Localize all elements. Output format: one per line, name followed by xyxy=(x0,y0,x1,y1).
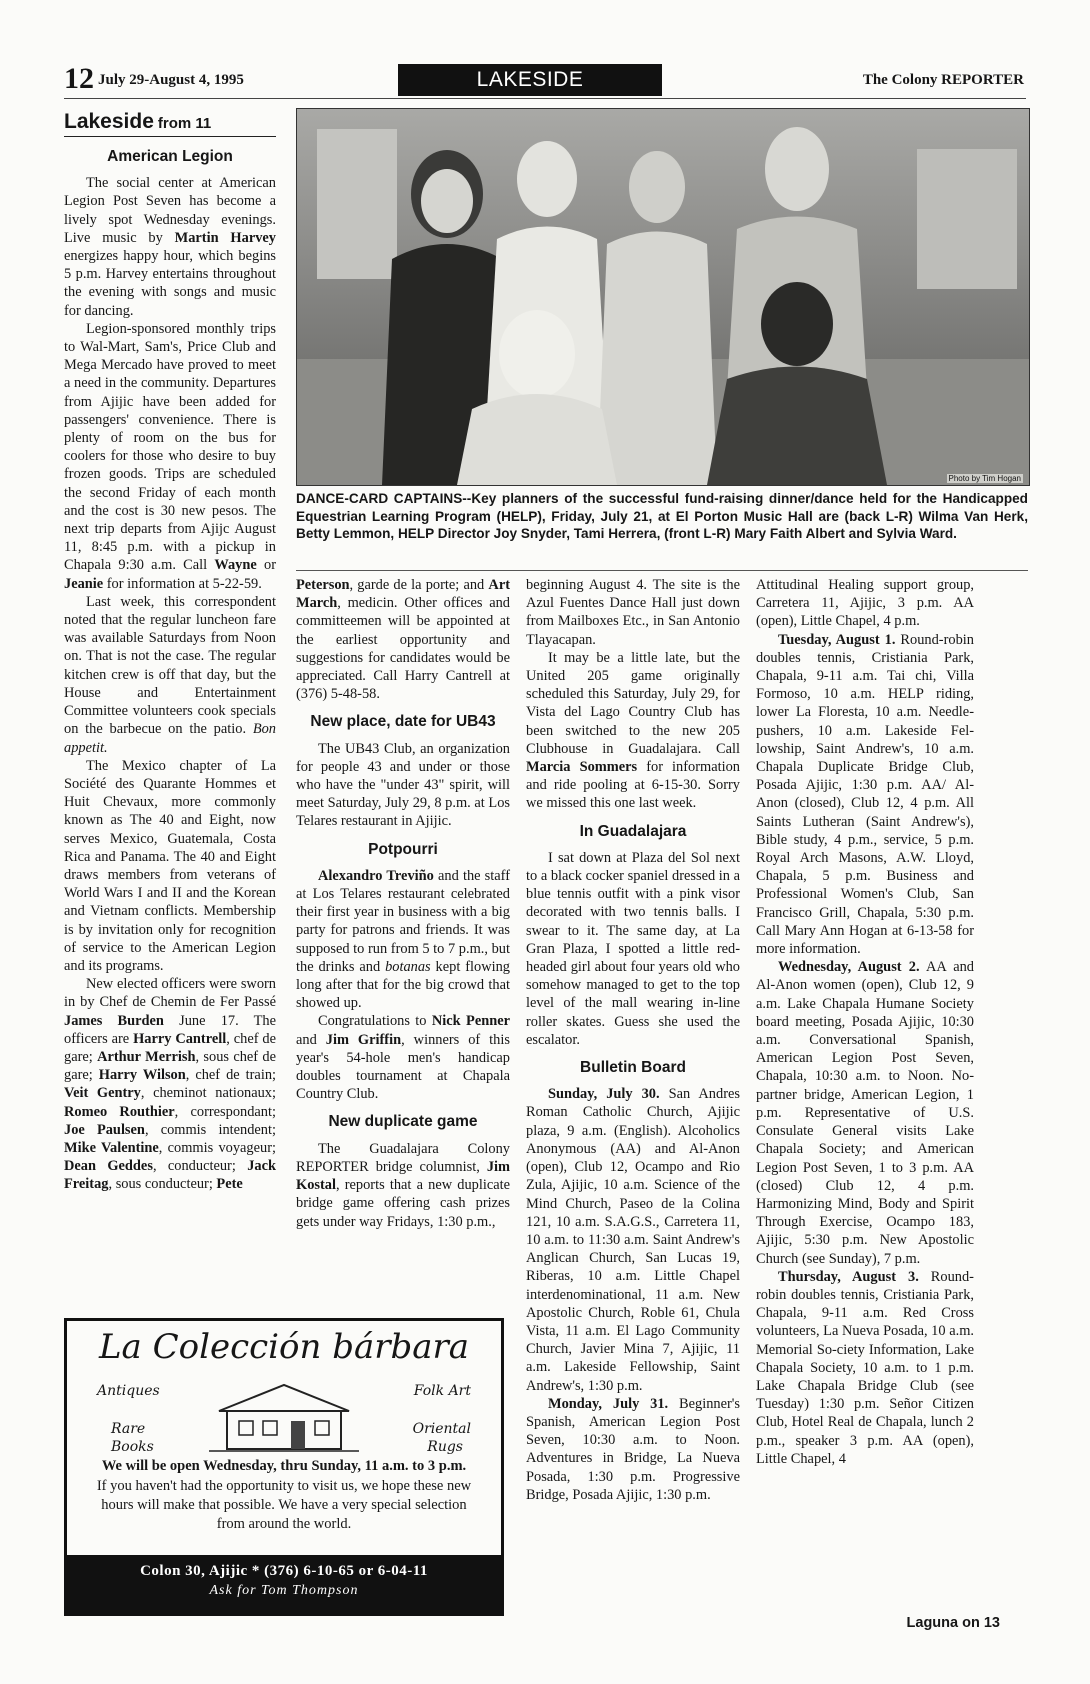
photo-credit: Photo by Tim Hogan xyxy=(948,474,1021,483)
paragraph xyxy=(296,1012,510,1103)
name: Wayne xyxy=(214,557,257,574)
heading-potpourri: Potpourri xyxy=(368,840,438,858)
name: Joe Paulsen xyxy=(64,1121,145,1138)
paragraph xyxy=(526,1085,740,1394)
name: Harry Cantrell xyxy=(133,1030,227,1047)
date: Tuesday, August 1. xyxy=(778,631,896,648)
kicker xyxy=(64,110,276,137)
text: , chef de train; xyxy=(185,1067,277,1084)
heading-guadalajara: In Guadalajara xyxy=(579,822,687,840)
paper-name: The Colony REPORTER xyxy=(862,72,1024,88)
ad-title: La Colección bárbara xyxy=(98,1327,470,1367)
caption-rule xyxy=(296,570,1028,571)
ad-address: Colon 30, Ajijic * (376) 6-10-65 or 6-04-11 xyxy=(140,1563,428,1579)
name: Jeanie xyxy=(64,575,104,592)
name: Pete xyxy=(216,1176,243,1193)
jump-line: Laguna on 13 xyxy=(906,1615,1000,1631)
kicker-main: Lakeside xyxy=(64,110,154,133)
text: AA and Al-Anon women (open), Club 12, 9 a.m. Lake Chapala Humane Society board meeting, Posada Ajijic, 10:30 a.m. Conversational Spanish, American Legion Post Seven, Chapala, 10:30 a.m. to Noon. No-partner bridge, American Legion, 1 p.m. Representative of U.S. Consulate General visits Lake Chapala Society; and American Legion Post Seven, 1 to 3 p.m. AA (closed) Club 12, 4 p.m. Harmonizing Mind, Body and Spirit Through Exercise, Ocampo 183, Ajijic, 5:30 p.m. New Apostolic Church (see Sunday), 7 p.m. xyxy=(756,959,974,1267)
text: , sous conducteur; xyxy=(108,1176,217,1193)
paragraph xyxy=(296,867,510,1013)
paragraph xyxy=(756,958,974,1267)
news-photo xyxy=(296,108,1030,486)
text: Beginner's Spanish, American Legion Post Seven, 10:30 a.m. to Noon. Adventures in Bridge, La Nueva Posada, 1:30 p.m. Progressive Bridge, Posada Ajijic, 1:30 p.m. xyxy=(526,1395,740,1503)
photo-illustration xyxy=(297,109,1029,485)
text: Congratulations to xyxy=(318,1013,432,1030)
ad-left-label: Antiques xyxy=(97,1383,160,1399)
date: Monday, July 31. xyxy=(548,1395,669,1412)
name: Art March xyxy=(296,577,510,612)
text: June 17. The officers are xyxy=(64,1012,276,1047)
text: The Guadalajara Colony REPORTER bridge columnist, xyxy=(296,1140,510,1175)
kicker-sub: from 11 xyxy=(157,115,212,132)
paragraph xyxy=(64,320,276,593)
paragraph xyxy=(64,975,276,1193)
paragraph: I sat down at Plaza del Sol next to a black cocker spaniel dressed in a blue tennis outfit with a pink visor decorated with two tennis balls. I swear to it. The same day, at La Gran Plaza, I spotted a little red-headed girl about four years old who somehow managed to get to the top level of the mall wearing in-line roller skates. Guess she used the escalator. xyxy=(526,849,740,1048)
text: San Andres Roman Catholic Church, Ajijic plaza, 9 a.m. (English). Alcoholics Anonymous (AA) and Al-Anon (open), Club 12, Ocampo and Rio Zula, Ajijic, 10 a.m. Science of the Mind Church, Paseo de la Colina 121, 10 a.m. S.A.G.S., Carretera 11, 10 a.m. to 11:30 a.m. Saint Andrew's Anglican Church, San Lucas 19, Riberas, 10 a.m. Little Chapel interdenominational, 11 a.m. New Apostolic Church, Roble 61, Chula Vista, 11 a.m. El Lago Community Church, Javier Mina 7, Ajijic, 11 a.m. Lakeside Fellowship, Saint Andrew's, 1:30 p.m. xyxy=(526,1086,740,1394)
text: botanas xyxy=(385,958,431,975)
text: Legion-sponsored monthly trips to Wal-Mart, Sam's, Price Club and Mega Mercado have proved to meet a need in the community. Departures from Ajijic have been added for passengers' convenience. There is plenty of room on the bus for coolers for those who desire to buy frozen goods. Trips are scheduled the second Friday of each month and the cost is 30 new pesos. The next trip departs from Ajijc August 11, 8:45 p.m. with a pickup in Chapala 9:30 a.m. Call xyxy=(64,320,276,574)
text: , correspondant; xyxy=(174,1103,276,1120)
paragraph: beginning August 4. The site is the Azul Fuentes Dance Hall just down from Mailboxes Etc., in San Antonio Tlayacapan. xyxy=(526,577,740,648)
name: Jim Griffin xyxy=(325,1031,402,1048)
name: Nick Penner xyxy=(431,1013,510,1030)
ad-left-label: Rare xyxy=(111,1421,146,1437)
text: Round-robin doubles tennis, Cristiania Park, Chapala, 9-11 a.m. Red Cross volunteers, La Nueva Posada, 10 a.m. Memorial So-ciety Information, Lake Chapala Society, 10 a.m. to 1 p.m. Lake Chapala Bridge Club (see Tuesday) 1:30 p.m. Señor Citizen Club, Hotel Real de Chapala, lunch 2 p.m., speaker 3 p.m. AA (open), Little Chapel, 4 xyxy=(756,1268,974,1467)
text: , medicin. Other offices and committeemen will be appointed at the earliest opportunity and suggestions for candidates would be appreciated. Call Harry Cantrell at (376) 5-48-58. xyxy=(296,595,510,703)
date: Wednesday, August 2. xyxy=(778,959,920,976)
photo-caption: DANCE-CARD CAPTAINS--Key planners of the successful fund-raising dinner/dance held for the Handicapped Equestrian Learning Program (HELP), Friday, July 21, at El Porton Music Hall are (back L-R) Wilma Van Herk, Betty Lemmon, HELP Director Joy Snyder, Tami Herrera, (front L-R) Mary Faith Albert and Sylvia Ward. xyxy=(296,491,1028,541)
text: It may be a little late, but the United 205 game originally scheduled this Saturday, July 29, for Vista del Lago Country Club has been switched to the new 205 Clubhouse in Guadalajara. Call xyxy=(526,649,740,757)
section-banner: LAKESIDE xyxy=(398,64,662,96)
name: Jack Freitag xyxy=(64,1158,276,1193)
text: for information at 5-22-59. xyxy=(103,575,262,592)
ad-footer xyxy=(67,1555,501,1613)
text: , commis voyageur; xyxy=(158,1139,276,1156)
text: and xyxy=(296,1031,326,1048)
name: James Burden xyxy=(64,1012,164,1029)
text: energizes happy hour, which begins 5 p.m. Harvey entertains throughout the evening with songs and music for dancing. xyxy=(64,248,276,319)
name: Jim Kostal xyxy=(296,1158,510,1194)
name: Romeo Routhier xyxy=(64,1103,175,1120)
ad-hours: We will be open Wednesday, thru Sunday, 11 a.m. to 3 p.m. xyxy=(101,1458,467,1474)
text: , cheminot nationaux; xyxy=(140,1085,276,1102)
ad-right-label: Folk Art xyxy=(413,1383,471,1399)
paragraph: The UB43 Club, an organization for people 43 and under or those who have the "under 43" spirit, will meet Saturday, July 29, 8 p.m. at Los Telares restaurant in Ajijic. xyxy=(296,740,510,830)
column-1 xyxy=(64,140,276,1194)
text: , chef de gare; xyxy=(64,1030,277,1065)
paragraph xyxy=(64,593,276,757)
paragraph: Attitudinal Healing support group, Carretera 11, Ajijic, 3 p.m. AA (open), Little Chapel, 4 p.m. xyxy=(756,577,974,630)
ad-contact: Ask for Tom Thompson xyxy=(209,1583,359,1598)
advertisement xyxy=(64,1318,504,1616)
column-3 xyxy=(526,576,740,1504)
name: Mike Valentine xyxy=(64,1139,159,1156)
paragraph xyxy=(296,1140,510,1231)
name: Peterson xyxy=(296,577,350,593)
text: for information and ride pooling at 6-15-30. Sorry we missed this one last week. xyxy=(526,759,740,812)
text: Round-robin doubles tennis, Cristiania Park, Chapala, 9-11 a.m. Tai chi, Villa Formoso, 10 a.m. HELP riding, lower La Floresta, 10 a.m. Needle-pushers, 10 a.m. Lakeside Fel-lowship, Saint Andrew's, 10 a.m. Chapala Duplicate Bridge Club, Posada Ajijic, 1:30 p.m. AA/ Al-Anon (closed), Club 12, 4 p.m. All Saints Lutheran (Saint Andrew's), Bible study, 4 p.m., service, 5 p.m. Royal Arch Masons, A.W. Lloyd, Chapala, 5 p.m. Business and Professional Women's Club, San Francisco Grill, Chapala, 5:30 p.m. Call Mary Ann Hogan at 6-13-58 for more information. xyxy=(756,631,974,958)
name: Marcia Sommers xyxy=(526,759,638,776)
column-2 xyxy=(296,576,510,1231)
name: Harry Wilson xyxy=(98,1067,186,1084)
ad-right-label: Rugs xyxy=(427,1439,463,1455)
text: Last week, this correspondent noted that the regular luncheon fare was available Saturdays from Noon on. That is not the case. The regular kitchen crew is off that day, but the House and Entertainment Committee volunteers cook specials on the barbecue on the patio. xyxy=(64,593,276,738)
paragraph xyxy=(526,1395,740,1504)
heading-ub43: New place, date for UB43 xyxy=(310,713,496,731)
date: Sunday, July 30. xyxy=(548,1086,660,1103)
ad-right-label: Oriental xyxy=(412,1421,471,1437)
text: , winners of this year's 54-hole men's handicap doubles tournament at Chapala Country Club. xyxy=(296,1031,510,1103)
header-rule xyxy=(64,98,1026,99)
paragraph xyxy=(296,576,510,703)
heading-bulletin-board: Bulletin Board xyxy=(580,1059,686,1077)
text: New elected officers were sworn in by Chef de Chemin de Fer Passé xyxy=(64,976,276,1011)
text: kept flowing long after that for the big crowd that showed up. xyxy=(296,958,510,1012)
name: Alexandro Treviño xyxy=(318,867,434,884)
text: , reports that a new duplicate bridge game offering cash prizes gets under way Fridays, 1:30 p.m., xyxy=(296,1177,510,1230)
text: The social center at American Legion Post Seven has become a lively spot Wednesday evenings. Live music by xyxy=(64,175,276,246)
name: Arthur Merrish xyxy=(97,1048,196,1065)
paragraph xyxy=(526,649,740,813)
text: , commis intendent; xyxy=(144,1121,276,1138)
text: or xyxy=(256,557,276,574)
paragraph: The Mexico chapter of La Société des Quarante Hommes et Huit Chevaux, more commonly known as The 40 and Eight, now serves Mexico, Guatemala, Costa Rica and Panama. The 40 and Eight draws members from veterans of World Wars I and II and the Korean and Vietnam conflicts. Membership is by invitation only for recognition of service to the American Legion and its programs. xyxy=(64,757,276,974)
paragraph xyxy=(756,631,974,959)
name: Dean Geddes xyxy=(64,1158,153,1175)
text: and the staff at Los Telares restaurant celebrated their first year in business with a big party for patrons and friends. It was supposed to run from 5 to 7 p.m., but the drinks and xyxy=(296,867,510,975)
text: , sous chef de gare; xyxy=(64,1048,277,1084)
issue-date: July 29-August 4, 1995 xyxy=(98,72,244,88)
column-4 xyxy=(756,576,974,1468)
name: Martin Harvey xyxy=(174,229,276,246)
paragraph xyxy=(756,1268,974,1468)
text: , garde de la porte; and xyxy=(349,577,489,593)
text: , conducteur; xyxy=(152,1158,248,1175)
page-number: 12 xyxy=(64,62,94,95)
name: Veit Gentry xyxy=(64,1085,141,1102)
date: Thursday, August 3. xyxy=(778,1268,919,1285)
heading-american-legion: American Legion xyxy=(107,148,233,165)
page-header xyxy=(64,64,1024,100)
heading-duplicate-game: New duplicate game xyxy=(328,1113,478,1131)
shop-house-illustration xyxy=(209,1375,359,1453)
text: Bon appetit. xyxy=(64,721,276,756)
paragraph xyxy=(64,174,276,320)
ad-left-label: Books xyxy=(111,1439,154,1455)
ad-body: If you haven't had the opportunity to visit us, we hope these new hours will make that possible. We have a very special selection from around the world. xyxy=(96,1478,472,1532)
